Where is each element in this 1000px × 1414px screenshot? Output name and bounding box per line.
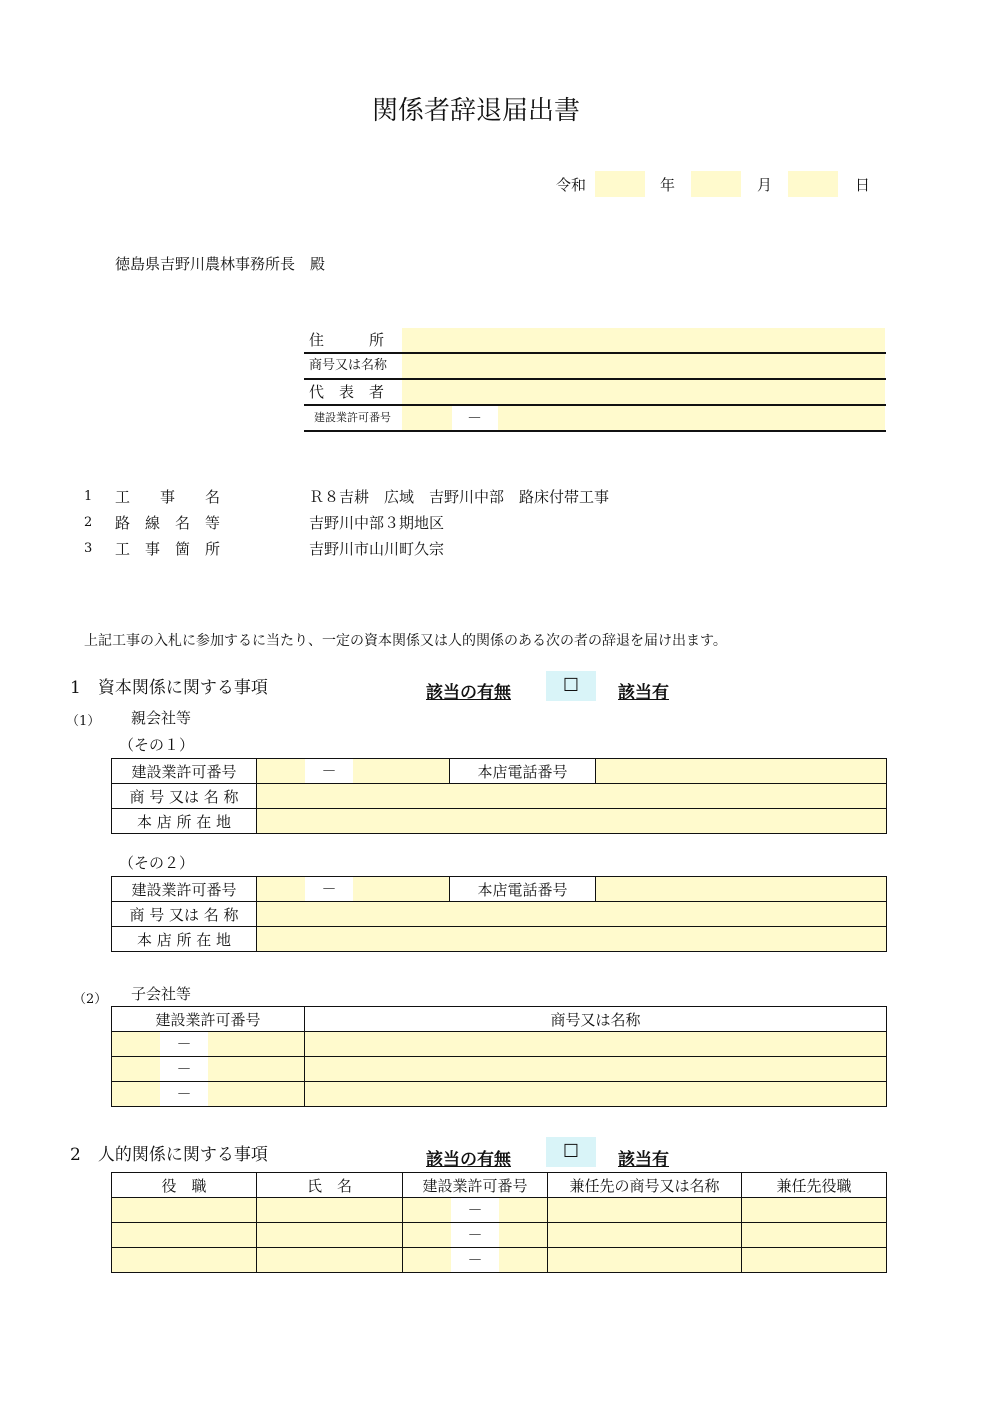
sub2-label: 子会社等: [131, 985, 192, 1003]
representative-field[interactable]: [402, 380, 885, 404]
table-row: [112, 1057, 887, 1082]
permit-field[interactable]: [112, 1032, 305, 1057]
project-label-3: 工 事 箇 所: [115, 540, 221, 558]
personnel-table: [111, 1172, 887, 1273]
representative-label: 代 表 者: [309, 383, 385, 401]
project-value-1: Ｒ８吉耕 広域 吉野川中部 路床付帯工事: [309, 488, 610, 506]
permit-dash: －: [305, 877, 353, 901]
project-label-1: 工 事 名: [115, 488, 221, 506]
address-label: 住 所: [309, 331, 385, 349]
section1-applicable-label: 該当の有無: [426, 683, 511, 703]
page-title: 関係者辞退届出書: [371, 96, 580, 126]
permit-number-field-2[interactable]: [498, 406, 885, 430]
col-name: 商号又は名称: [305, 1007, 887, 1032]
col-permit: 建設業許可番号: [403, 1173, 548, 1198]
company-name-field[interactable]: [402, 354, 885, 378]
date-day-label: 日: [855, 176, 871, 194]
col-position: 役 職: [112, 1173, 257, 1198]
section1-checkbox[interactable]: [546, 671, 596, 701]
company-name-label: 商 号 又は 名 称: [112, 902, 257, 927]
position-field[interactable]: [112, 1198, 257, 1223]
permit-number-field-1[interactable]: [402, 406, 452, 430]
concurrent-company-field[interactable]: [548, 1248, 742, 1273]
head-office-field[interactable]: [257, 927, 887, 952]
col-concurrent-position: 兼任先役職: [742, 1173, 887, 1198]
project-label-2: 路 線 名 等: [115, 514, 221, 532]
sub1-block1-caption: （その１）: [119, 736, 195, 754]
permit-field[interactable]: [257, 759, 450, 784]
date-month-field[interactable]: [691, 171, 741, 197]
project-num-1: 1: [84, 489, 93, 504]
col-name: 氏 名: [257, 1173, 403, 1198]
phone-label: 本店電話番号: [450, 877, 596, 902]
phone-field[interactable]: [596, 759, 887, 784]
col-permit: 建設業許可番号: [112, 1007, 305, 1032]
permit-field[interactable]: [257, 877, 450, 902]
project-num-2: 2: [84, 515, 93, 530]
table-row: [112, 1223, 887, 1248]
head-office-field[interactable]: [257, 809, 887, 834]
permit-dash: －: [160, 1032, 208, 1056]
date-year-label: 年: [660, 176, 676, 194]
table-row: [112, 1248, 887, 1273]
company-name-label: 商 号 又は 名 称: [112, 784, 257, 809]
date-day-field[interactable]: [788, 171, 838, 197]
name-field[interactable]: [305, 1057, 887, 1082]
project-num-3: 3: [84, 541, 93, 556]
permit-dash: －: [160, 1082, 208, 1106]
statement: 上記工事の入札に参加するに当たり、一定の資本関係又は人的関係のある次の者の辞退を届け出ます。: [84, 633, 727, 649]
permit-dash: －: [451, 1248, 499, 1272]
permit-dash: －: [467, 409, 483, 427]
subsidiary-table: [111, 1006, 887, 1107]
head-office-label: 本 店 所 在 地: [112, 809, 257, 834]
name-field[interactable]: [257, 1248, 403, 1273]
permit-number-label: 建設業許可番号: [314, 411, 391, 424]
permit-dash: －: [305, 759, 353, 783]
sub1-num: （1）: [66, 714, 101, 729]
checkbox-icon: ☐: [562, 675, 580, 696]
head-office-label: 本 店 所 在 地: [112, 927, 257, 952]
name-field[interactable]: [257, 1223, 403, 1248]
section2-heading: 2 人的関係に関する事項: [70, 1145, 268, 1165]
section1-heading: 1 資本関係に関する事項: [70, 678, 268, 698]
concurrent-position-field[interactable]: [742, 1223, 887, 1248]
position-field[interactable]: [112, 1223, 257, 1248]
permit-label: 建設業許可番号: [112, 877, 257, 902]
sub2-num: （2）: [73, 992, 108, 1007]
phone-field[interactable]: [596, 877, 887, 902]
permit-field[interactable]: [403, 1198, 548, 1223]
concurrent-company-field[interactable]: [548, 1198, 742, 1223]
name-field[interactable]: [305, 1082, 887, 1107]
permit-field[interactable]: [403, 1223, 548, 1248]
company-name-field[interactable]: [257, 784, 887, 809]
permit-label: 建設業許可番号: [112, 759, 257, 784]
permit-dash: －: [451, 1198, 499, 1222]
sub1-label: 親会社等: [131, 709, 192, 727]
col-concurrent-company: 兼任先の商号又は名称: [548, 1173, 742, 1198]
date-year-field[interactable]: [595, 171, 645, 197]
permit-dash: －: [451, 1223, 499, 1247]
name-field[interactable]: [257, 1198, 403, 1223]
table-row: [112, 1198, 887, 1223]
phone-label: 本店電話番号: [450, 759, 596, 784]
parent-company-table-1: [111, 758, 887, 834]
permit-field[interactable]: [403, 1248, 548, 1273]
section2-applicable-label: 該当の有無: [426, 1150, 511, 1170]
addressee: 徳島県吉野川農林事務所長 殿: [115, 255, 326, 273]
company-name-field[interactable]: [257, 902, 887, 927]
permit-field[interactable]: [112, 1057, 305, 1082]
concurrent-position-field[interactable]: [742, 1248, 887, 1273]
date-month-label: 月: [757, 176, 773, 194]
concurrent-company-field[interactable]: [548, 1223, 742, 1248]
table-row: [112, 1032, 887, 1057]
date-era: 令和: [556, 176, 587, 194]
position-field[interactable]: [112, 1248, 257, 1273]
checkbox-icon: ☐: [562, 1141, 580, 1162]
project-value-2: 吉野川中部３期地区: [309, 514, 445, 532]
table-row: [112, 1082, 887, 1107]
permit-field[interactable]: [112, 1082, 305, 1107]
section2-checkbox[interactable]: [546, 1137, 596, 1167]
parent-company-table-2: [111, 876, 887, 952]
concurrent-position-field[interactable]: [742, 1198, 887, 1223]
section1-applicable-value: 該当有: [618, 683, 669, 703]
sub1-block2-caption: （その２）: [119, 854, 195, 872]
company-name-label: 商号又は名称: [309, 358, 388, 373]
section2-applicable-value: 該当有: [618, 1150, 669, 1170]
name-field[interactable]: [305, 1032, 887, 1057]
project-value-3: 吉野川市山川町久宗: [309, 540, 445, 558]
permit-dash: －: [160, 1057, 208, 1081]
address-field[interactable]: [402, 328, 885, 352]
